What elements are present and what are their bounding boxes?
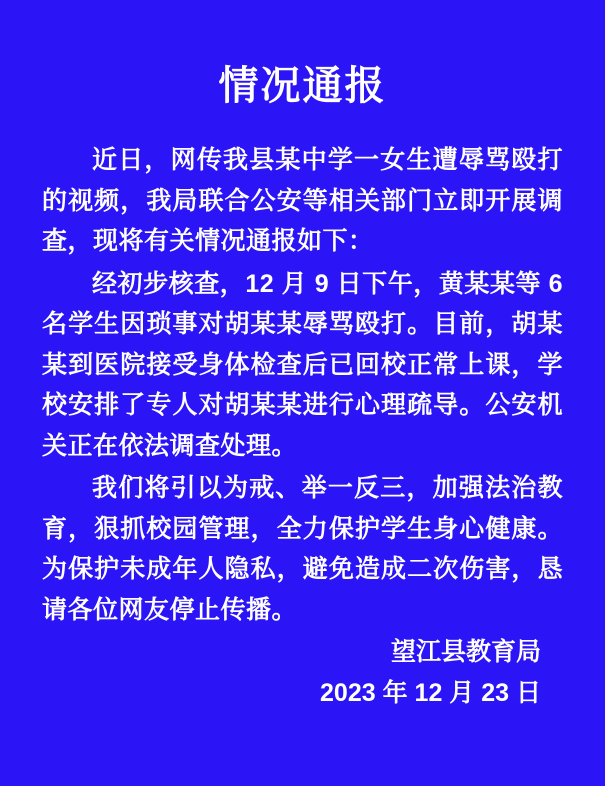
notice-paragraph: 经初步核查，12 月 9 日下午，黄某某等 6 名学生因琐事对胡某某辱骂殴打。目前，胡某某到医院接受身体检查后已回校正常上课，学校安排了专人对胡某某进行心理疏导。公安机关正在依法调查处理。 — [42, 269, 563, 460]
signature-block — [42, 632, 563, 761]
signature-organization: 望江县教育局 — [390, 638, 541, 666]
notice-paragraph: 我们将引以为戒、举一反三，加强法治教育，狠抓校园管理，全力保护学生身心健康。为保护未成年人隐私，避免造成二次伤害，恳请各位网友停止传播。 — [42, 474, 563, 624]
signature-date: 2023 年 12 月 23 日 — [320, 678, 541, 707]
page-title: 情况通报 — [218, 64, 387, 108]
notice-body — [42, 140, 563, 632]
notice-paragraph: 近日，网传我县某中学一女生遭辱骂殴打的视频，我局联合公安等相关部门立即开展调查，现将有关情况通报如下： — [42, 146, 563, 255]
